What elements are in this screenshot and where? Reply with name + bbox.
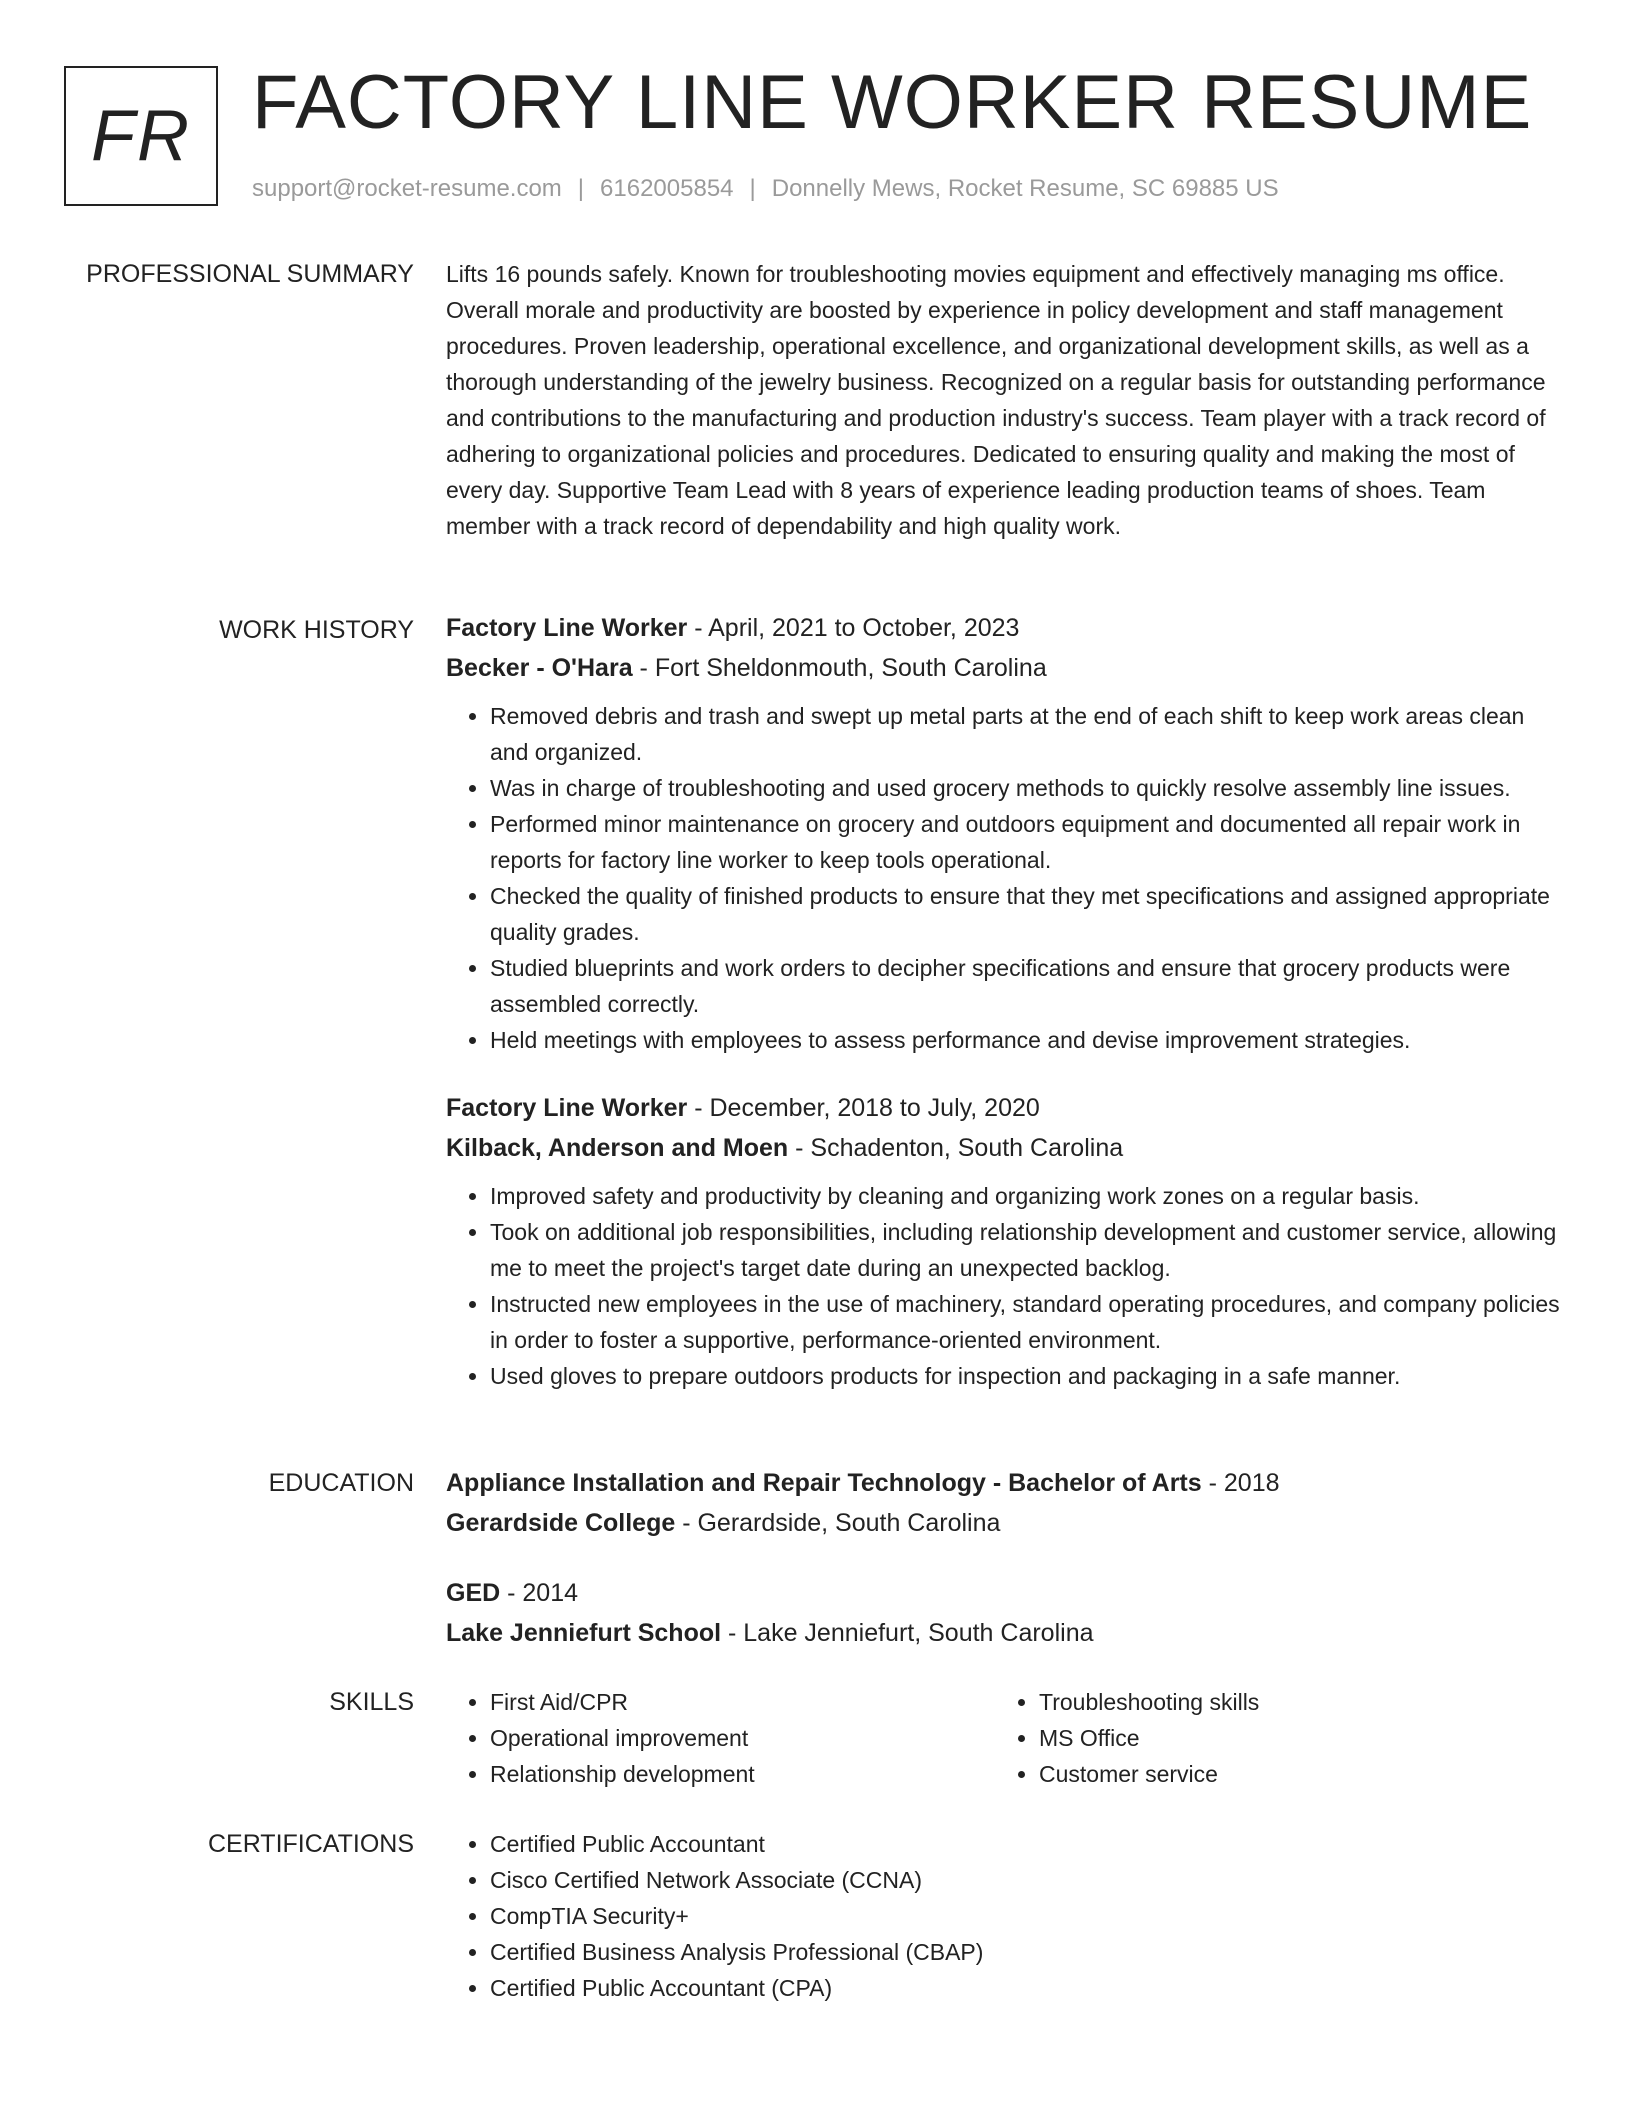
list-item: • Cisco Certified Network Associate (CCNA) <box>490 1862 1566 1898</box>
list-item: • Certified Business Analysis Professional (CBAP) <box>490 1934 1566 1970</box>
section-label-skills: SKILLS <box>329 1688 414 1716</box>
skills-body <box>446 1684 1566 1792</box>
summary-text: Lifts 16 pounds safely. Known for troubleshooting movies equipment and effectively managing ms office. Overall morale and productivity are boosted by experience in policy development and staff management procedures. Proven leadership, operational excellence, and organizational development skills, as well as a thorough understanding of the jewelry business. Recognized on a regular basis for outstanding performance and contributions to the manufacturing and production industry's success. Team player with a track record of adhering to organizational policies and procedures. Dedicated to ensuring quality and making the most of every day. Supportive Team Lead with 8 years of experience leading production teams of shoes. Team member with a track record of dependability and high quality work. <box>446 261 1546 539</box>
list-item: • Removed debris and trash and swept up metal parts at the end of each shift to keep work areas clean and organized. <box>490 698 1566 770</box>
skills-column-left <box>446 1684 995 1792</box>
education-school-line <box>446 1613 1566 1653</box>
education-degree: Appliance Installation and Repair Technology - Bachelor of Arts <box>446 1469 1202 1497</box>
contact-line <box>252 174 1279 204</box>
job-company: Becker - O'Hara <box>446 654 633 682</box>
contact-address: Donnelly Mews, Rocket Resume, SC 69885 US <box>771 175 1279 202</box>
monogram-logo: FR <box>64 66 218 206</box>
skills-grid <box>446 1684 1566 1792</box>
contact-email[interactable]: support@rocket-resume.com <box>252 175 562 202</box>
list-item: • Instructed new employees in the use of machinery, standard operating procedures, and company policies in order to foster a supportive, performance-oriented environment. <box>490 1286 1566 1358</box>
job-dates: - April, 2021 to October, 2023 <box>687 614 1020 642</box>
section-label-summary: PROFESSIONAL SUMMARY <box>86 260 414 288</box>
education-year: - 2014 <box>500 1579 579 1607</box>
job-company-line <box>446 1128 1566 1168</box>
job-company: Kilback, Anderson and Moen <box>446 1134 789 1162</box>
education-body <box>446 1463 1566 1653</box>
certifications-body <box>446 1826 1566 2006</box>
education-degree-line <box>446 1463 1566 1503</box>
list-item: • Took on additional job responsibilities, including relationship development and customer service, allowing me to meet the project's target date during an unexpected backlog. <box>490 1214 1566 1286</box>
job-entry <box>446 608 1566 1058</box>
list-item: • Customer service <box>1039 1756 1544 1792</box>
list-item: • Studied blueprints and work orders to decipher specifications and ensure that grocery products were assembled correctly. <box>490 950 1566 1022</box>
section-label-work-history: WORK HISTORY <box>219 616 414 644</box>
contact-separator: | <box>577 175 585 202</box>
job-title: Factory Line Worker <box>446 614 688 642</box>
contact-phone[interactable]: 6162005854 <box>600 175 734 202</box>
list-item: • MS Office <box>1039 1720 1544 1756</box>
education-school: Gerardside College <box>446 1509 676 1537</box>
contact-separator: | <box>749 175 756 202</box>
list-item: • Performed minor maintenance on grocery and outdoors equipment and documented all repair work in reports for factory line worker to keep tools operational. <box>490 806 1566 878</box>
list-item: • Was in charge of troubleshooting and used grocery methods to quickly resolve assembly line issues. <box>490 770 1566 806</box>
section-label-certifications: CERTIFICATIONS <box>207 1830 414 1858</box>
job-duties <box>446 1178 1566 1394</box>
list-item: • First Aid/CPR <box>490 1684 995 1720</box>
summary-body <box>446 256 1566 544</box>
list-item: • Checked the quality of finished products to ensure that they met specifications and assigned appropriate quality grades. <box>490 878 1566 950</box>
list-item: • Troubleshooting skills <box>1039 1684 1544 1720</box>
education-location: - Lake Jenniefurt, South Carolina <box>721 1619 1094 1647</box>
job-entry <box>446 1088 1566 1394</box>
list-item: • Used gloves to prepare outdoors products for inspection and packaging in a safe manner. <box>490 1358 1566 1394</box>
list-item: • Certified Public Accountant (CPA) <box>490 1970 1566 2006</box>
skills-column-right <box>995 1684 1544 1792</box>
resume-title: FACTORY LINE WORKER RESUME <box>252 60 1533 145</box>
education-location: - Gerardside, South Carolina <box>675 1509 1001 1537</box>
job-company-line <box>446 648 1566 688</box>
work-history-body <box>446 608 1566 1394</box>
certifications-list <box>446 1826 1566 2006</box>
job-title-line <box>446 608 1566 648</box>
education-school-line <box>446 1503 1566 1543</box>
section-label-education: EDUCATION <box>268 1469 414 1497</box>
job-location: - Fort Sheldonmouth, South Carolina <box>632 654 1047 682</box>
list-item: • CompTIA Security+ <box>490 1898 1566 1934</box>
job-duties <box>446 698 1566 1058</box>
list-item: • Held meetings with employees to assess performance and devise improvement strategies. <box>490 1022 1566 1058</box>
job-dates: - December, 2018 to July, 2020 <box>687 1094 1040 1122</box>
education-entry <box>446 1463 1566 1543</box>
education-school: Lake Jenniefurt School <box>446 1619 722 1647</box>
education-degree: GED <box>446 1579 501 1607</box>
list-item: • Certified Public Accountant <box>490 1826 1566 1862</box>
education-entry <box>446 1573 1566 1653</box>
education-year: - 2018 <box>1201 1469 1280 1497</box>
list-item: • Improved safety and productivity by cleaning and organizing work zones on a regular basis. <box>490 1178 1566 1214</box>
education-degree-line <box>446 1573 1566 1613</box>
job-location: - Schadenton, South Carolina <box>788 1134 1124 1162</box>
job-title-line <box>446 1088 1566 1128</box>
list-item: • Operational improvement <box>490 1720 995 1756</box>
list-item: • Relationship development <box>490 1756 995 1792</box>
job-title: Factory Line Worker <box>446 1094 688 1122</box>
